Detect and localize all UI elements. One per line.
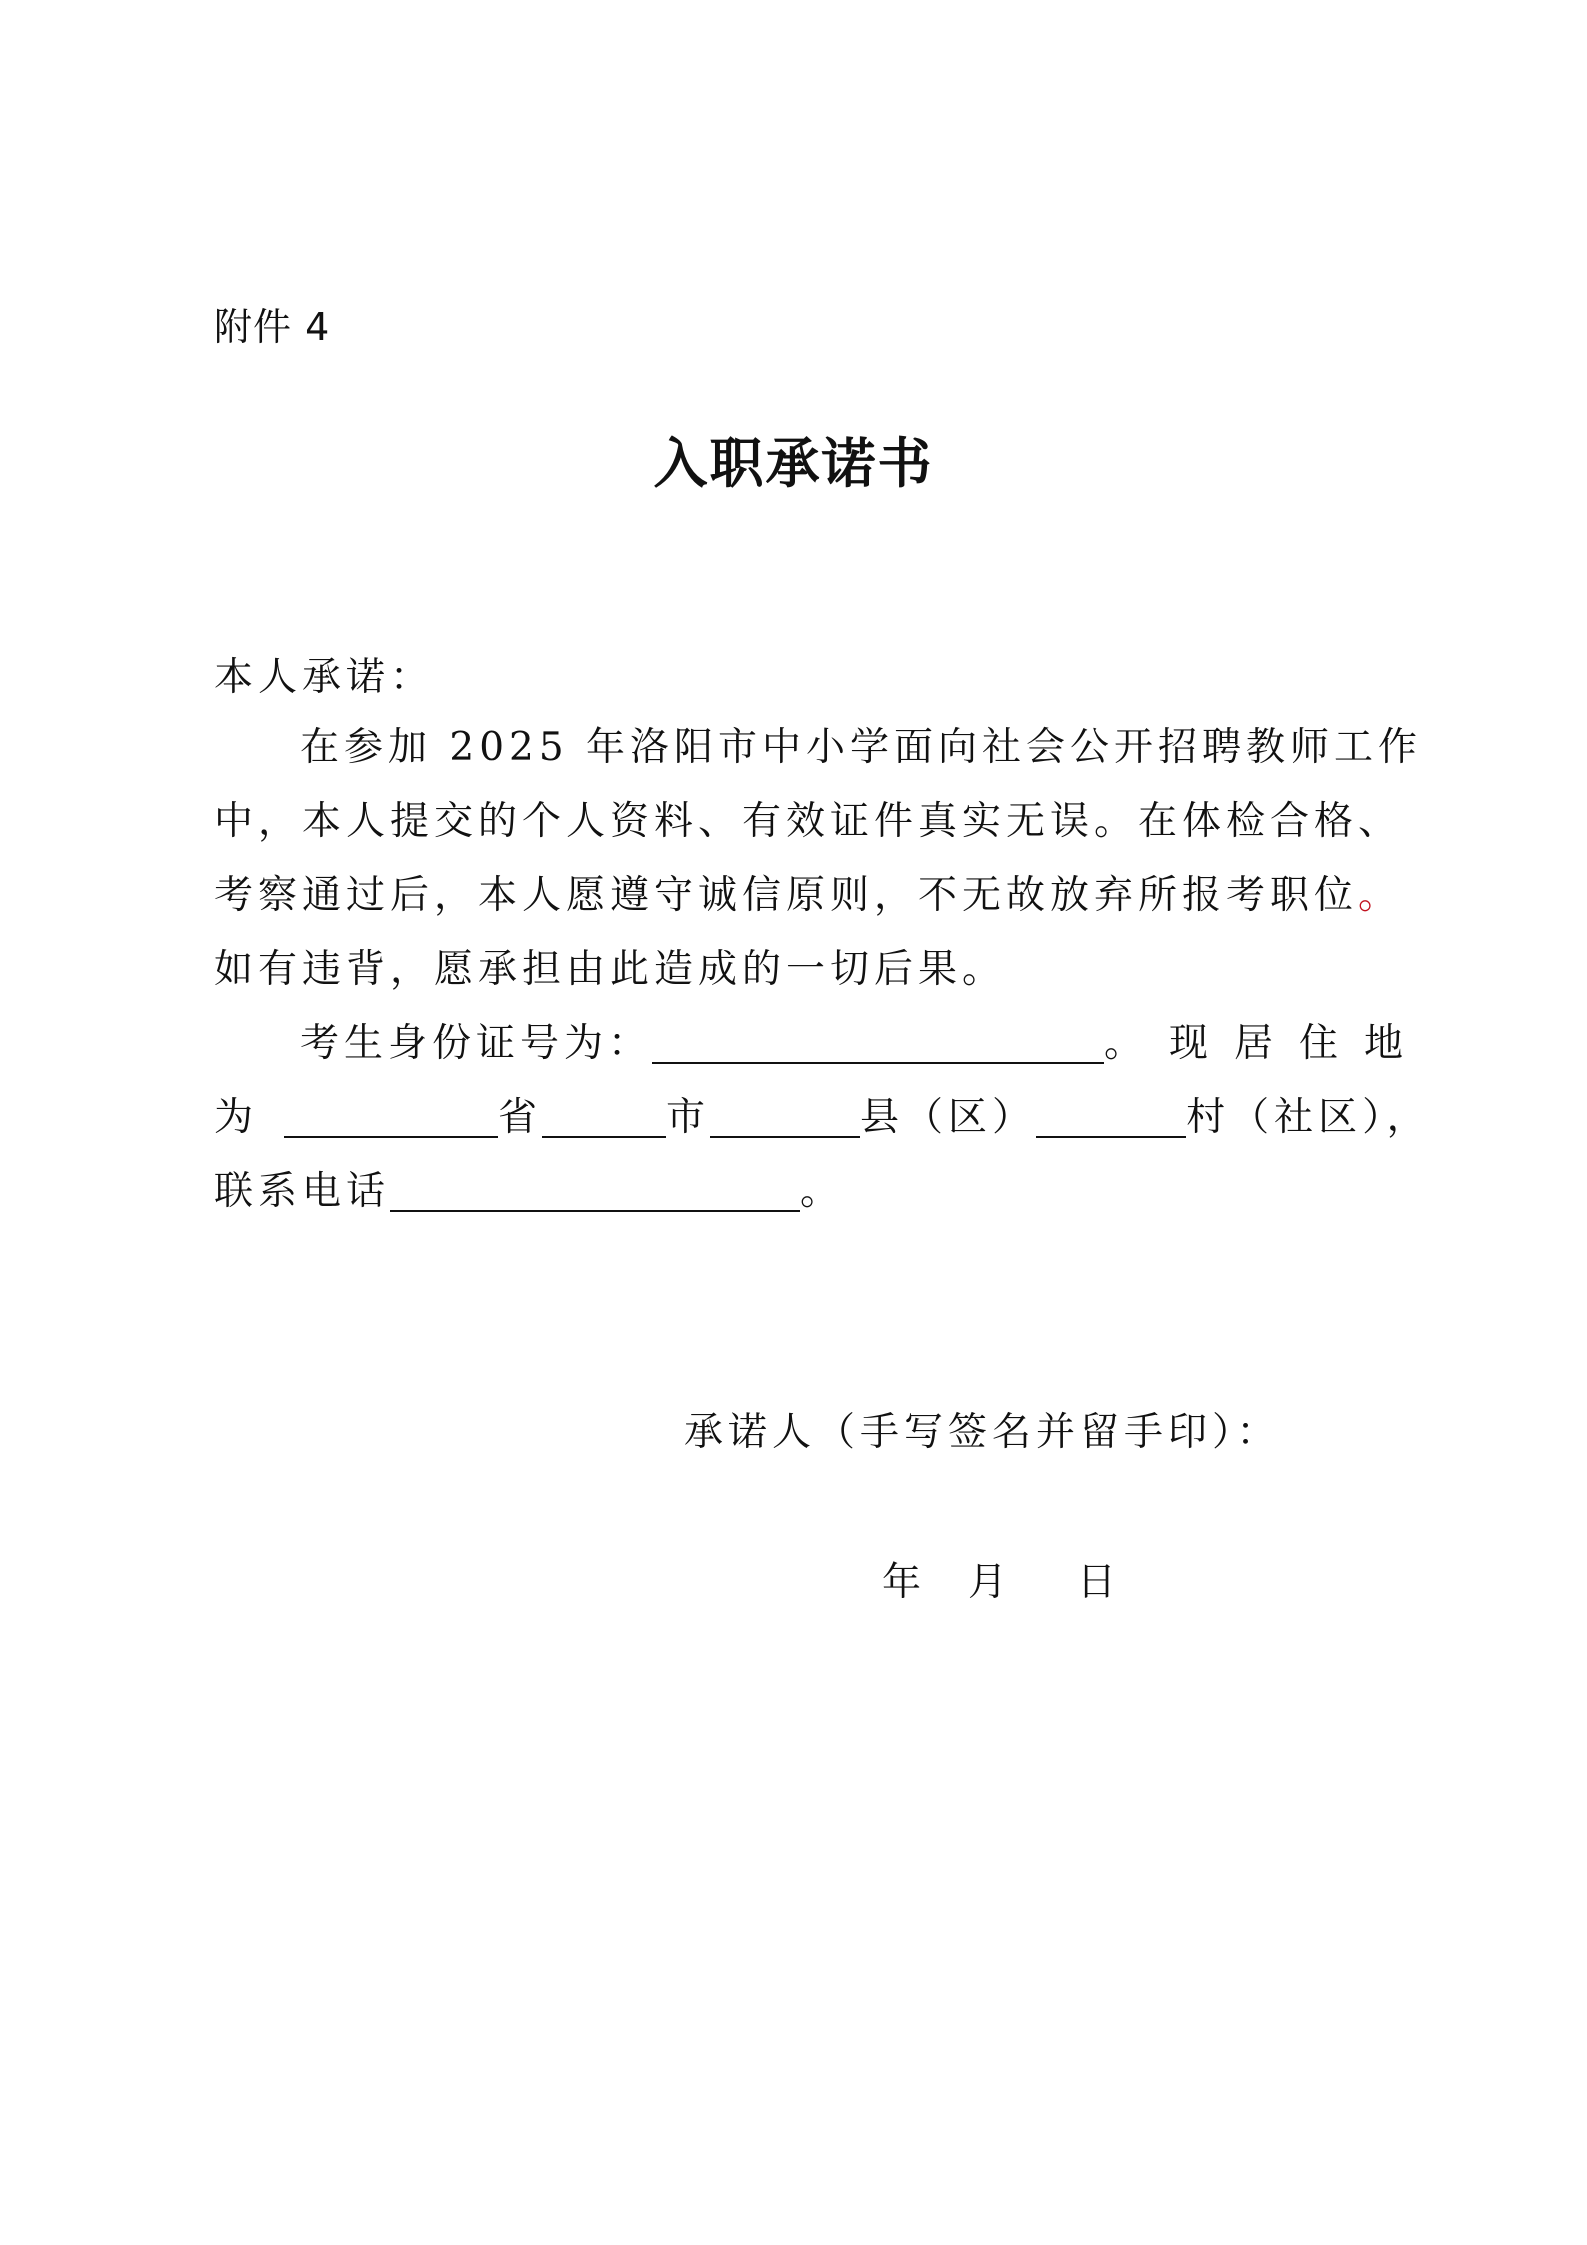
phone-label: 联系电话 bbox=[214, 1169, 391, 1214]
city-blank[interactable] bbox=[542, 1096, 666, 1138]
phone-line bbox=[214, 1164, 1382, 1220]
greeting-line bbox=[214, 650, 1382, 706]
paragraph-line-3 bbox=[214, 868, 1403, 924]
date-day-label: 日 bbox=[1077, 1560, 1117, 1605]
village-blank[interactable] bbox=[1036, 1096, 1186, 1138]
paragraph-line-4-text: 如有违背，愿承担由此造成的一切后果。 bbox=[214, 947, 1007, 992]
phone-suffix: 。 bbox=[800, 1169, 845, 1214]
address-line bbox=[214, 1090, 1431, 1146]
county-label: 县（区） bbox=[860, 1095, 1037, 1140]
date-year-label: 年 bbox=[882, 1560, 922, 1605]
village-label: 村（社区）， bbox=[1186, 1095, 1431, 1140]
id-number-blank[interactable] bbox=[652, 1022, 1104, 1064]
paragraph-line-2 bbox=[214, 794, 1403, 850]
province-label: 省 bbox=[498, 1095, 543, 1140]
id-number-line bbox=[214, 1016, 1430, 1072]
paragraph-line-2-text: 中，本人提交的个人资料、有效证件真实无误。在体检合格、 bbox=[214, 799, 1403, 844]
paragraph-line-3-text: 考察通过后，本人愿遵守诚信原则，不无故放弃所报考职位 bbox=[214, 873, 1359, 918]
phone-blank[interactable] bbox=[390, 1170, 800, 1212]
province-blank[interactable] bbox=[284, 1096, 498, 1138]
signature-label: 承诺人（手写签名并留手印）： bbox=[684, 1410, 1281, 1455]
greeting-text: 本人承诺： bbox=[214, 655, 435, 700]
residence-label: 。现居住地 bbox=[1104, 1021, 1430, 1066]
red-period: 。 bbox=[1358, 873, 1403, 918]
city-label: 市 bbox=[666, 1095, 711, 1140]
id-number-label: 考生身份证号为： bbox=[300, 1021, 653, 1066]
address-prefix: 为 bbox=[214, 1095, 259, 1140]
county-blank[interactable] bbox=[710, 1096, 860, 1138]
document-title: 入职承诺书 bbox=[653, 431, 934, 495]
attachment-label: 附件 4 bbox=[214, 305, 331, 349]
paragraph-line-1-text: 在参加 2025 年洛阳市中小学面向社会公开招聘教师工作 bbox=[300, 725, 1423, 770]
date-month-label: 月 bbox=[968, 1560, 1008, 1605]
paragraph-line-4 bbox=[214, 942, 1382, 998]
paragraph-line-1 bbox=[214, 720, 1423, 776]
